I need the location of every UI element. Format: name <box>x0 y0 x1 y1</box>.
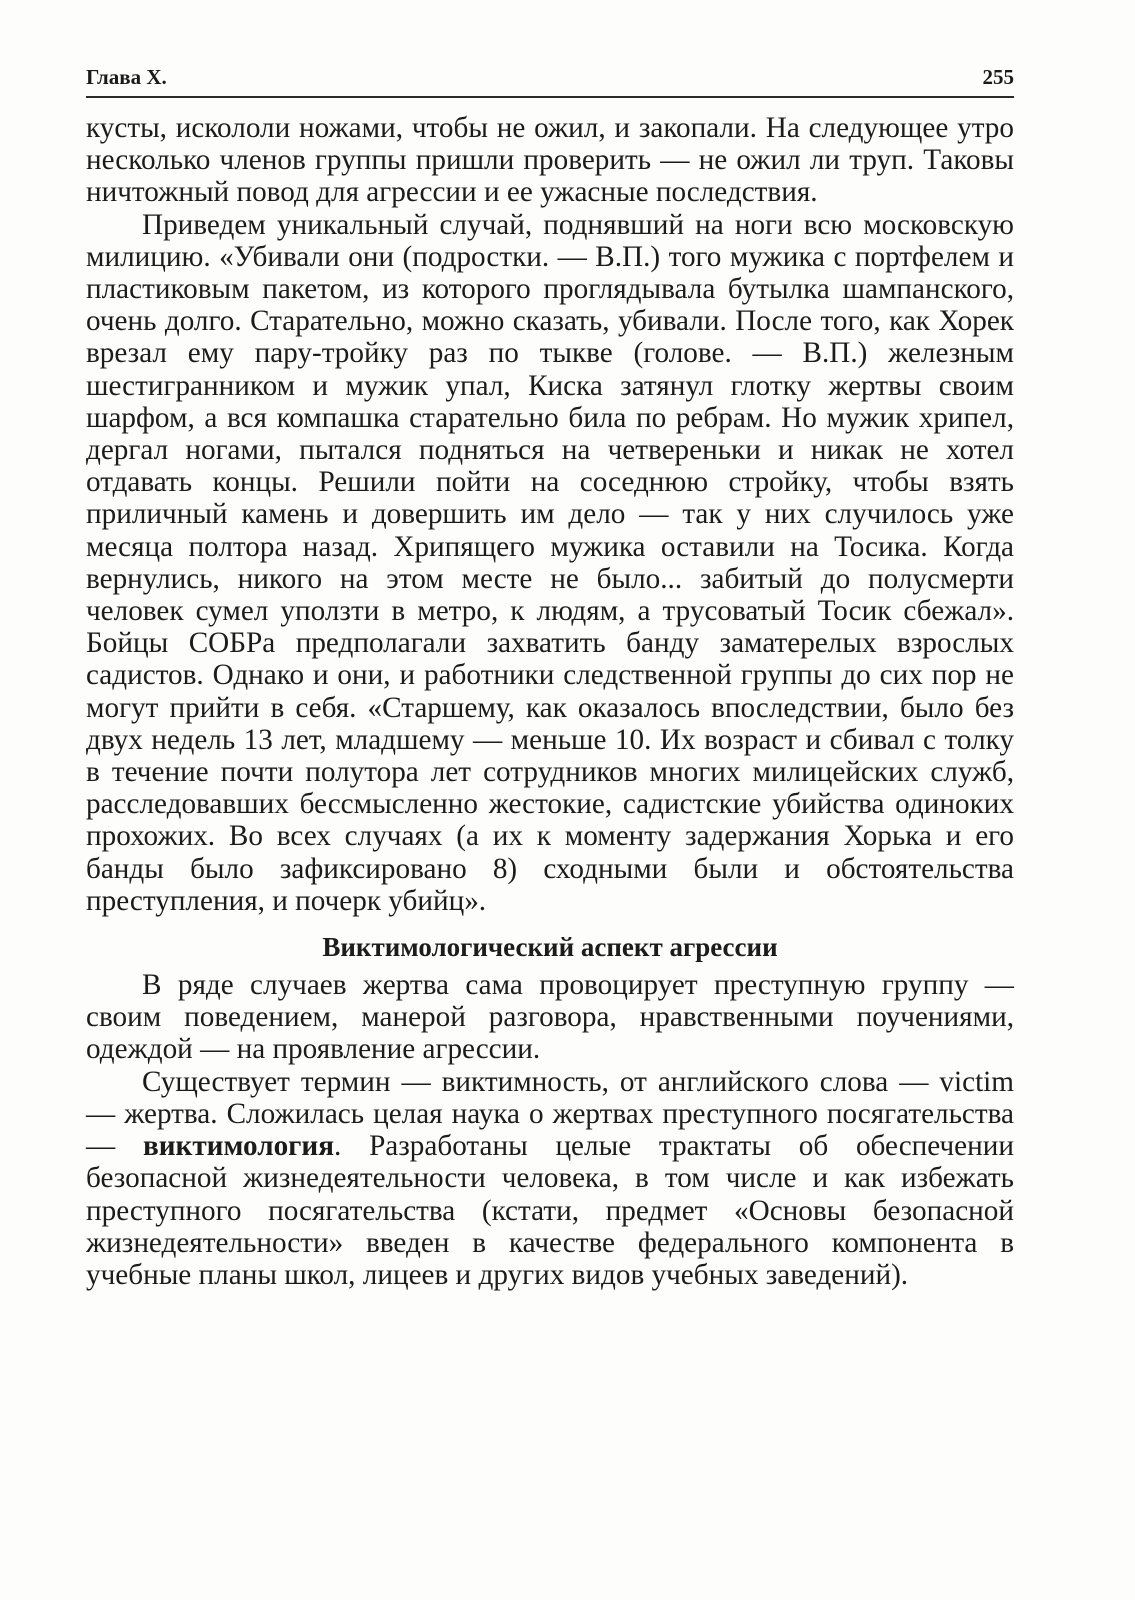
paragraph-victim-provocation: В ряде случаев жертва сама провоцирует преступную группу — своим поведением, манерой разговора, нравственными поучениями, одеждой — на проявление агрессии. <box>86 969 1014 1066</box>
running-head <box>86 58 1014 90</box>
victimology-text-after: . Разработаны целые трактаты об обеспечении безопасной жизнедеятельности человека, в том числе и как избежать преступного посягательства (кстати, предмет «Основы безопасной жизнедеятельности» введен в качестве федерального компонента в учебные планы школ, лицеев и других видов учебных заведений). <box>86 1130 1014 1291</box>
chapter-title: Глава X. <box>86 65 167 89</box>
victimology-text-before: Существует термин — виктимность, от английского слова — victim — жертва. Сложилась целая наука о жертвах преступного посягательства — <box>86 1065 1014 1163</box>
header-rule <box>86 96 1014 98</box>
section-heading: Виктимологический аспект агрессии <box>322 932 778 963</box>
page-number: 255 <box>982 65 1014 89</box>
paragraph-victimology <box>86 1066 1014 1291</box>
victimology-term: виктимология <box>142 1130 335 1163</box>
body-text <box>86 112 1014 1291</box>
paragraph-continuation: кусты, искололи ножами, чтобы не ожил, и закопали. На следующее утро несколько членов группы пришли проверить — не ожил ли труп. Таковы ничтожный повод для агрессии и ее ужасные последствия. <box>86 112 1014 209</box>
paragraph-case-quote: Приведем уникальный случай, поднявший на ноги всю московскую милицию. «Убивали они (подростки. — В.П.) того мужика с портфелем и пластиковым пакетом, из которого проглядывала бутылка шампанского, очень долго. Старательно, можно сказать, убивали. После того, как Хорек врезал ему пару-тройку раз по тыкве (голове. — В.П.) железным шестигранником и мужик упал, Киска затянул глотку жертвы своим шарфом, а вся компашка старательно била по ребрам. Но мужик хрипел, дергал ногами, пытался подняться на четвереньки и никак не хотел отдавать концы. Решили пойти на соседнюю стройку, чтобы взять приличный камень и довершить им дело — так у них случилось уже месяца полтора назад. Хрипящего мужика оставили на Тосика. Когда вернулись, никого на этом месте не было... забитый до полусмерти человек сумел уползти в метро, к людям, а трусоватый Тосик сбежал». Бойцы СОБРа предполагали захватить банду заматерелых взрослых садистов. Однако и они, и работники следственной группы до сих пор не могут прийти в себя. «Старшему, как оказалось впоследствии, было без двух недель 13 лет, младшему — меньше 10. Их возраст и сбивал с толку в течение почти полутора лет сотрудников многих милицейских служб, расследовавших бессмысленно жестокие, садистские убийства одиноких прохожих. Во всех случаях (а их к моменту задержания Хорька и его банды было зафиксировано 8) сходными были и обстоятельства преступления, и почерк убийц». <box>86 208 1014 917</box>
